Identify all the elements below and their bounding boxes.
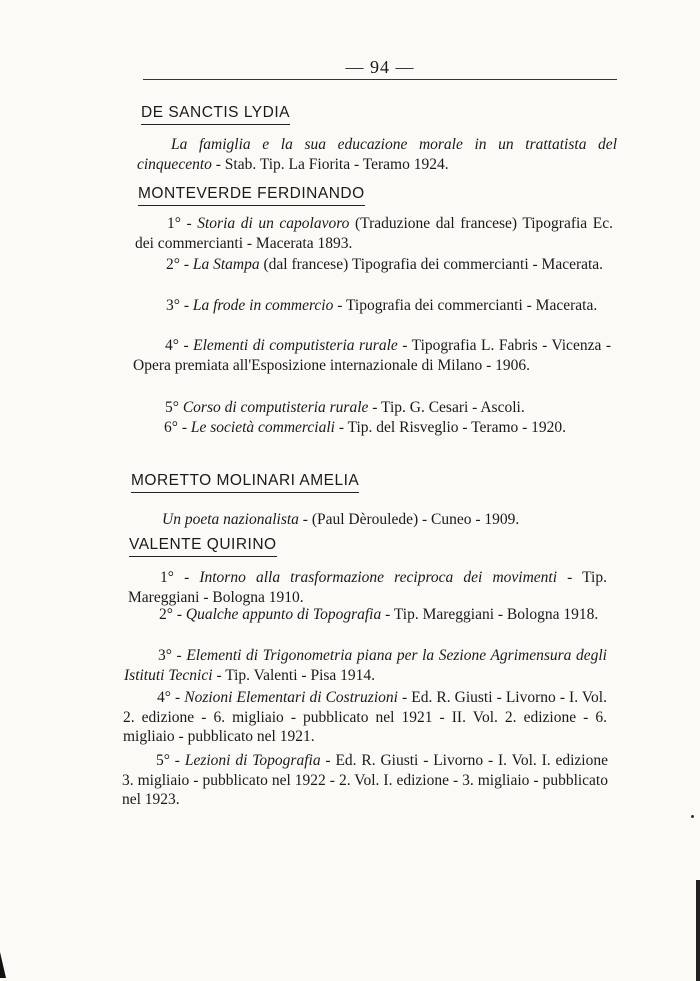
entry-number: 4° -	[165, 337, 194, 354]
entry	[133, 336, 611, 375]
entry	[134, 255, 612, 275]
entry-number: 6° -	[164, 419, 191, 436]
entry-title: Storia di un capolavoro	[197, 215, 350, 232]
entry-title: Corso di computisteria rurale	[182, 399, 369, 416]
entry-publisher: - Tip. del Risveglio - Teramo - 1920.	[334, 419, 567, 436]
entry-publisher: - Tipografia L. Fabris - Vicenza - Opera premiata all'Esposizione internazionale di Milano - 1906.	[133, 337, 611, 374]
entry-title: Nozioni Elementari di Costruzioni	[184, 689, 398, 706]
entry-number: 1° -	[160, 569, 200, 586]
entry-publisher: - Tip. Valenti - Pisa 1914.	[212, 666, 376, 684]
scan-edge-right	[696, 880, 700, 981]
entry	[124, 646, 607, 685]
entry	[122, 751, 608, 810]
author-heading-valente: VALENTE QUIRINO	[129, 536, 277, 557]
entry-publisher: (dal francese) Tipografia dei commercianti - Macerata.	[259, 256, 604, 273]
entry-publisher: - Ed. R. Giusti - Livorno - I. Vol. I. edizione 3. migliaio - pubblicato nel 1922 - 2. Vol. I. edizione - 3. migliaio - pubblicato nel 1923.	[122, 752, 608, 808]
entry-number: 3° -	[166, 297, 193, 314]
entry-title: Qualche appunto di Topografia	[185, 606, 382, 623]
entry-title: Elementi di computisteria rurale	[193, 337, 398, 354]
entry-title: La famiglia e la sua educazione morale in un trattatista del cinquecento	[137, 136, 617, 173]
entry-number: 1° -	[167, 215, 198, 232]
entry	[127, 605, 606, 625]
entry-publisher: - Ed. R. Giusti - Livorno - I. Vol. 2. edizione - 6. migliaio - pubblicato nel 1921 - II. Vol. 2. edizione - 6. migliaio - pubblicato nel 1921.	[123, 689, 607, 745]
author-heading-moretto: MORETTO MOLINARI AMELIA	[131, 472, 359, 493]
entry-publisher: - Tip. Mareggiani - Bologna 1910.	[128, 569, 607, 606]
author-heading-de-sanctis: DE SANCTIS LYDIA	[141, 104, 290, 125]
entry-publisher: - Stab. Tip. La Fiorita - Teramo 1924.	[211, 155, 449, 173]
entry-number: 5° -	[156, 752, 185, 769]
entry-title: Le società commerciali	[190, 419, 335, 436]
entry-number: 5°	[165, 399, 183, 416]
entry-number: 3° -	[158, 647, 187, 664]
entry	[134, 296, 612, 316]
scan-speck	[691, 815, 694, 818]
entry-number: 2° -	[159, 606, 186, 623]
author-heading-monteverde: MONTEVERDE FERDINANDO	[138, 185, 365, 206]
entry-title: Un poeta nazionalista	[162, 511, 299, 528]
entry-title: Elementi di Trigonometria piana per la Sezione Agrimensura degli Istituti Tecnici	[124, 647, 607, 684]
entry	[135, 214, 613, 253]
entry-number: 4° -	[157, 689, 185, 706]
entry-publisher: (Traduzione dal francese) Tipografia Ec. dei commercianti - Macerata 1893.	[135, 215, 613, 252]
page-number: — 94 —	[345, 57, 415, 77]
entry-publisher: - Tip. Mareggiani - Bologna 1918.	[381, 606, 599, 623]
entry	[137, 135, 617, 174]
scan-edge-left	[0, 952, 6, 978]
header-rule	[143, 79, 617, 80]
entry-title: La frode in commercio	[192, 297, 334, 314]
entry-title: Intorno alla trasformazione reciproca dei movimenti	[199, 569, 558, 586]
entry-publisher: - Tipografia dei commercianti - Macerata.	[333, 297, 598, 314]
entry-title: Lezioni di Topografia	[184, 752, 321, 769]
entry	[133, 398, 611, 418]
entry-publisher: - (Paul Dèroulede) - Cuneo - 1909.	[298, 511, 520, 528]
entry-publisher: - Tip. G. Cesari - Ascoli.	[368, 399, 525, 416]
entry	[130, 510, 608, 530]
entry	[128, 568, 607, 607]
entry-title: La Stampa	[192, 256, 260, 273]
entry	[132, 418, 610, 438]
entry-number: 2° -	[166, 256, 193, 273]
entry	[123, 688, 607, 747]
